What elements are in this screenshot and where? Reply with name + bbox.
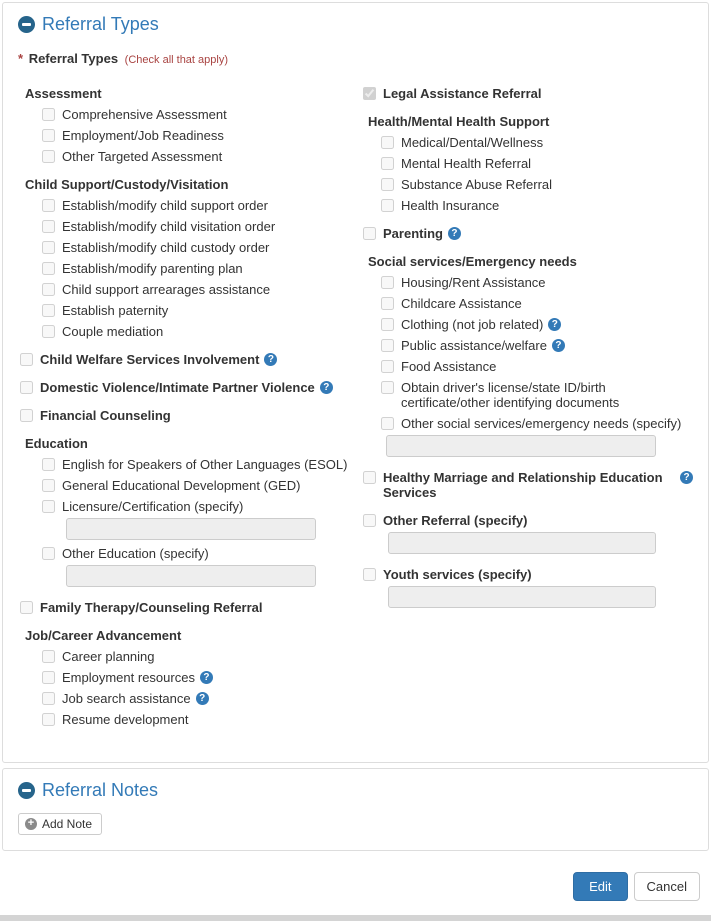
checkbox-label: Youth services (specify) — [383, 567, 532, 582]
left-column — [5, 86, 348, 740]
edit-button[interactable]: Edit — [573, 872, 627, 901]
checkbox[interactable] — [42, 304, 55, 317]
checkbox-option[interactable] — [42, 128, 348, 143]
checkbox-row — [42, 128, 348, 143]
checkbox-row — [42, 261, 348, 276]
checkbox[interactable] — [363, 514, 376, 527]
checkbox-option[interactable] — [381, 296, 693, 311]
checkbox-row — [20, 408, 348, 423]
checkbox-option[interactable] — [363, 86, 693, 101]
checkbox-row — [42, 282, 348, 297]
checkbox-row — [42, 219, 348, 234]
checkbox-option[interactable] — [42, 240, 348, 255]
checkbox-group — [348, 254, 693, 457]
field-hint: (Check all that apply) — [124, 54, 228, 66]
checkbox-label: Legal Assistance Referral — [383, 86, 542, 101]
help-question-icon[interactable]: ? — [680, 471, 693, 484]
checkbox-row — [381, 156, 693, 171]
checkbox-row — [20, 352, 348, 367]
checkbox-label: English for Speakers of Other Languages (ESOL) — [62, 457, 348, 472]
checkbox-label: Health Insurance — [401, 198, 500, 213]
help-question-icon[interactable]: ? — [552, 339, 565, 352]
referral-notes-body — [3, 809, 708, 850]
checkbox-row — [381, 416, 693, 457]
checkbox-row — [363, 226, 693, 241]
checkbox-label: Couple mediation — [62, 324, 164, 339]
checkbox-option[interactable] — [381, 416, 693, 431]
checkbox-option[interactable] — [42, 303, 348, 318]
referral-types-header — [3, 3, 708, 43]
checkbox-group — [348, 114, 693, 213]
checkbox[interactable] — [42, 220, 55, 233]
footer-actions — [1, 856, 710, 915]
checkbox-option[interactable] — [42, 712, 348, 727]
checkbox-option[interactable] — [381, 198, 693, 213]
checkbox[interactable] — [42, 150, 55, 163]
checkbox[interactable] — [381, 360, 394, 373]
checkbox-option[interactable] — [42, 546, 348, 561]
checkbox-option[interactable] — [381, 359, 693, 374]
checkbox[interactable] — [42, 458, 55, 471]
checkbox-label: Comprehensive Assessment — [62, 107, 227, 122]
checkbox-label: Career planning — [62, 649, 155, 664]
checkbox-option[interactable] — [381, 380, 693, 410]
help-question-icon[interactable]: ? — [264, 353, 277, 366]
checkbox-label: Food Assistance — [401, 359, 497, 374]
checkbox[interactable] — [42, 129, 55, 142]
checkbox-row — [20, 380, 348, 395]
checkbox-row — [42, 198, 348, 213]
checkbox-label: Parenting — [383, 226, 443, 241]
checkbox-option[interactable] — [42, 149, 348, 164]
checkbox[interactable] — [363, 471, 376, 484]
checkbox-option[interactable] — [42, 457, 348, 472]
checkbox-label: Mental Health Referral — [401, 156, 532, 171]
checkbox[interactable] — [42, 262, 55, 275]
checkbox-group — [5, 628, 348, 727]
specify-text-input[interactable] — [388, 532, 656, 554]
checkbox[interactable] — [20, 381, 33, 394]
checkbox[interactable] — [381, 381, 394, 394]
checkbox-label: Licensure/Certification (specify) — [62, 499, 244, 514]
checkbox-option[interactable] — [381, 177, 693, 192]
checkbox[interactable] — [42, 283, 55, 296]
checkbox[interactable] — [20, 601, 33, 614]
checkbox[interactable] — [42, 650, 55, 663]
checkbox[interactable] — [381, 339, 394, 352]
checkbox-row — [42, 670, 348, 685]
help-question-icon[interactable]: ? — [548, 318, 561, 331]
checkbox-row — [381, 359, 693, 374]
help-question-icon[interactable]: ? — [196, 692, 209, 705]
checkbox-label: Financial Counseling — [40, 408, 171, 423]
checkbox[interactable] — [42, 199, 55, 212]
checkbox-option[interactable] — [42, 282, 348, 297]
checkbox-option[interactable] — [363, 226, 693, 241]
checkbox-label: Family Therapy/Counseling Referral — [40, 600, 263, 615]
checkbox-row — [42, 649, 348, 664]
section-title-referral-notes: Referral Notes — [42, 780, 159, 800]
checkbox[interactable] — [42, 713, 55, 726]
referral-notes-header — [3, 769, 708, 809]
required-asterisk: * — [18, 51, 24, 66]
checkbox-row — [381, 338, 693, 353]
checkbox[interactable] — [42, 241, 55, 254]
checkbox[interactable] — [381, 297, 394, 310]
checkbox-label: Job search assistance — [62, 691, 191, 706]
checkbox-option[interactable] — [381, 338, 693, 353]
checkbox-row — [363, 513, 693, 554]
specify-text-input[interactable] — [66, 518, 316, 540]
checkbox[interactable] — [20, 409, 33, 422]
required-field-label-row — [3, 43, 708, 82]
right-column — [348, 86, 693, 740]
checkbox-label: Other Targeted Assessment — [62, 149, 223, 164]
checkbox[interactable] — [363, 227, 376, 240]
bottom-strip — [0, 915, 711, 921]
checkbox-label: Employment resources — [62, 670, 195, 685]
checkbox-option[interactable] — [42, 324, 348, 339]
checkbox-label: Establish/modify child custody order — [62, 240, 270, 255]
help-question-icon[interactable]: ? — [320, 381, 333, 394]
checkbox-row — [381, 135, 693, 150]
checkbox-option[interactable] — [20, 408, 348, 423]
checkbox-columns — [3, 82, 708, 762]
checkbox-label: Public assistance/welfare — [401, 338, 547, 353]
checkbox-label: Child Welfare Services Involvement — [40, 352, 260, 367]
checkbox-label: Establish/modify child visitation order — [62, 219, 276, 234]
checkbox-option[interactable] — [20, 352, 348, 367]
checkbox[interactable] — [381, 417, 394, 430]
checkbox-option[interactable] — [42, 691, 348, 706]
checkbox[interactable] — [42, 547, 55, 560]
checkbox-label: Medical/Dental/Wellness — [401, 135, 544, 150]
group-heading: Education — [25, 436, 88, 451]
checkbox[interactable] — [20, 353, 33, 366]
checkbox-label: General Educational Development (GED) — [62, 478, 301, 493]
checkbox-option[interactable] — [363, 470, 693, 500]
checkbox[interactable] — [42, 671, 55, 684]
checkbox-option[interactable] — [20, 380, 348, 395]
checkbox-label: Domestic Violence/Intimate Partner Violence — [40, 380, 315, 395]
checkbox-row — [42, 691, 348, 706]
checkbox-label: Establish/modify parenting plan — [62, 261, 243, 276]
checkbox-option[interactable] — [363, 513, 693, 528]
checkbox-row — [363, 86, 693, 101]
checkbox[interactable] — [381, 136, 394, 149]
group-heading: Health/Mental Health Support — [368, 114, 550, 129]
checkbox-label: Employment/Job Readiness — [62, 128, 224, 143]
help-question-icon[interactable]: ? — [448, 227, 461, 240]
checkbox-option[interactable] — [381, 317, 693, 332]
group-heading: Assessment — [25, 86, 102, 101]
checkbox-option[interactable] — [42, 478, 348, 493]
group-heading: Social services/Emergency needs — [368, 254, 577, 269]
checkbox-row — [42, 499, 348, 540]
checkbox-row — [42, 712, 348, 727]
group-heading: Child Support/Custody/Visitation — [25, 177, 229, 192]
add-note-label: Add Note — [42, 817, 93, 831]
checkbox-row — [42, 149, 348, 164]
field-label: Referral Types — [28, 51, 119, 66]
specify-text-input[interactable] — [386, 435, 656, 457]
checkbox[interactable] — [381, 276, 394, 289]
referral-notes-panel — [2, 768, 709, 851]
section-title-referral-types: Referral Types — [42, 14, 159, 34]
checkbox-row — [42, 457, 348, 472]
checkbox[interactable] — [381, 178, 394, 191]
checkbox-label: Housing/Rent Assistance — [401, 275, 546, 290]
checkbox[interactable] — [381, 199, 394, 212]
checkbox-row — [381, 275, 693, 290]
plus-circle-icon: + — [25, 818, 37, 830]
checkbox-group — [5, 86, 348, 164]
checkbox-label: Healthy Marriage and Relationship Education Services — [383, 470, 663, 500]
checkbox-label: Clothing (not job related) — [401, 317, 544, 332]
specify-text-input[interactable] — [66, 565, 316, 587]
group-heading: Job/Career Advancement — [25, 628, 182, 643]
checkbox-option[interactable] — [20, 600, 348, 615]
checkbox[interactable] — [381, 157, 394, 170]
checkbox-group — [5, 436, 348, 587]
checkbox-group — [5, 177, 348, 339]
checkbox-label: Childcare Assistance — [401, 296, 522, 311]
checkbox-row — [20, 600, 348, 615]
add-note-button[interactable] — [18, 813, 102, 835]
checkbox-label: Establish/modify child support order — [62, 198, 268, 213]
checkbox-row — [42, 303, 348, 318]
checkbox-option[interactable] — [42, 107, 348, 122]
checkbox-row — [363, 470, 693, 500]
checkbox-option[interactable] — [42, 219, 348, 234]
checkbox-label: Other social services/emergency needs (specify) — [401, 416, 682, 431]
checkbox-row — [42, 478, 348, 493]
checkbox-label: Substance Abuse Referral — [401, 177, 553, 192]
checkbox-row — [363, 567, 693, 608]
checkbox-option[interactable] — [381, 156, 693, 171]
checkbox-option[interactable] — [42, 670, 348, 685]
checkbox-row — [42, 107, 348, 122]
checkbox-option[interactable] — [381, 135, 693, 150]
checkbox[interactable] — [42, 500, 55, 513]
checkbox[interactable] — [363, 568, 376, 581]
checkbox-option[interactable] — [42, 649, 348, 664]
checkbox-label: Other Education (specify) — [62, 546, 209, 561]
checkbox-row — [42, 240, 348, 255]
checkbox-option[interactable] — [363, 567, 693, 582]
checkbox-row — [381, 317, 693, 332]
checkbox-row — [381, 296, 693, 311]
help-question-icon[interactable]: ? — [200, 671, 213, 684]
checkbox-row — [381, 177, 693, 192]
checkbox-row — [42, 324, 348, 339]
checkbox-option[interactable] — [42, 198, 348, 213]
checkbox-row — [42, 546, 348, 587]
referral-types-body — [3, 43, 708, 762]
checkbox-option[interactable] — [42, 499, 348, 514]
checkbox-option[interactable] — [42, 261, 348, 276]
checkbox-label: Other Referral (specify) — [383, 513, 528, 528]
specify-text-input[interactable] — [388, 586, 656, 608]
checkbox-label: Child support arrearages assistance — [62, 282, 271, 297]
collapse-minus-icon[interactable] — [18, 16, 35, 33]
collapse-minus-icon[interactable] — [18, 782, 35, 799]
checkbox[interactable] — [381, 318, 394, 331]
checkbox[interactable] — [42, 692, 55, 705]
checkbox-label: Resume development — [62, 712, 189, 727]
checkbox[interactable] — [42, 108, 55, 121]
checkbox[interactable] — [42, 325, 55, 338]
checkbox[interactable] — [363, 87, 376, 100]
checkbox-row — [381, 198, 693, 213]
referral-types-panel — [2, 2, 709, 763]
checkbox-row — [381, 380, 693, 410]
checkbox[interactable] — [42, 479, 55, 492]
checkbox-label: Establish paternity — [62, 303, 169, 318]
checkbox-label: Obtain driver's license/state ID/birth certificate/other identifying documents — [401, 380, 620, 410]
checkbox-option[interactable] — [381, 275, 693, 290]
cancel-button[interactable]: Cancel — [634, 872, 700, 901]
